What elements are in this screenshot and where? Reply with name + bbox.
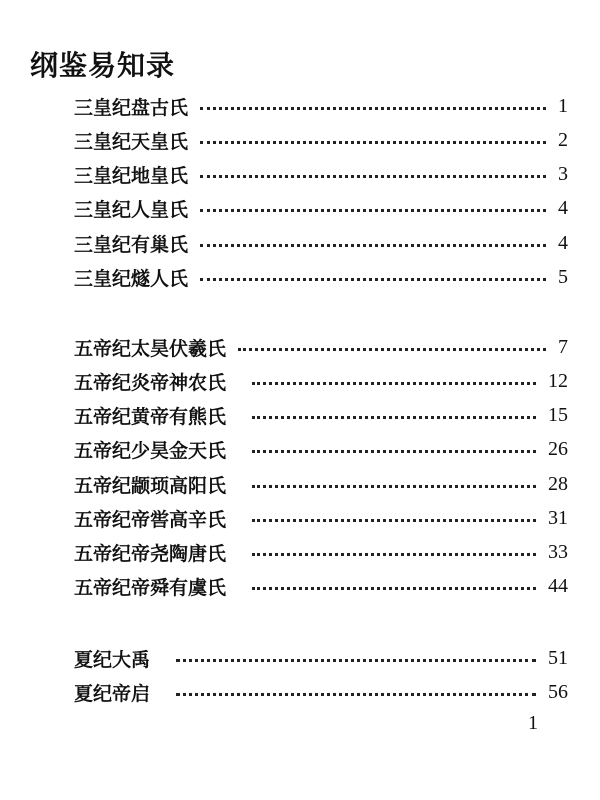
- entry-page-number: 15: [548, 403, 568, 426]
- dot-leader: [252, 382, 536, 385]
- dot-leader: [176, 659, 536, 662]
- toc-entry: [74, 157, 568, 191]
- toc-entry: [74, 226, 568, 260]
- dot-leader: [252, 450, 536, 453]
- toc-entry: [74, 675, 568, 709]
- toc-entry: [74, 89, 568, 123]
- entry-title: 五帝纪炎帝神农氏: [74, 371, 227, 394]
- entry-page-number: 7: [558, 335, 568, 358]
- dot-leader: [200, 141, 546, 144]
- dot-leader: [176, 693, 536, 696]
- dot-leader: [252, 485, 536, 488]
- entry-title: 五帝纪颛顼高阳氏: [74, 474, 227, 497]
- toc-entry: [74, 467, 568, 501]
- entry-page-number: 56: [548, 680, 568, 703]
- dot-leader: [252, 416, 536, 419]
- toc-entry: [74, 569, 568, 603]
- entry-title: 夏纪大禹: [74, 648, 151, 671]
- toc-entry: [74, 330, 568, 364]
- entry-page-number: 28: [548, 472, 568, 495]
- toc-entry: [74, 260, 568, 294]
- entry-title: 三皇纪燧人氏: [74, 267, 189, 290]
- toc-entry: [74, 641, 568, 675]
- entry-title: 五帝纪帝喾高辛氏: [74, 508, 227, 531]
- entry-page-number: 5: [558, 265, 568, 288]
- dot-leader: [200, 278, 546, 281]
- toc-entry: [74, 364, 568, 398]
- entry-title: 五帝纪太昊伏羲氏: [74, 337, 227, 360]
- entry-page-number: 4: [558, 231, 568, 254]
- entry-page-number: 1: [558, 94, 568, 117]
- book-title: 纲鉴易知录: [30, 49, 176, 82]
- dot-leader: [200, 244, 546, 247]
- entry-page-number: 51: [548, 646, 568, 669]
- toc-entry: [74, 535, 568, 569]
- dot-leader: [252, 553, 536, 556]
- dot-leader: [200, 175, 546, 178]
- entry-page-number: 31: [548, 506, 568, 529]
- dot-leader: [238, 348, 546, 351]
- entry-title: 夏纪帝启: [74, 682, 151, 705]
- dot-leader: [200, 209, 546, 212]
- entry-title: 三皇纪盘古氏: [74, 96, 189, 119]
- toc-entry: [74, 501, 568, 535]
- entry-title: 五帝纪少昊金天氏: [74, 439, 227, 462]
- entry-title: 三皇纪人皇氏: [74, 198, 189, 221]
- toc-entry: [74, 432, 568, 466]
- entry-page-number: 2: [558, 128, 568, 151]
- dot-leader: [252, 519, 536, 522]
- toc-entry: [74, 398, 568, 432]
- entry-page-number: 12: [548, 369, 568, 392]
- page-number: 1: [528, 712, 538, 734]
- entry-title: 五帝纪黄帝有熊氏: [74, 405, 227, 428]
- toc-entry: [74, 123, 568, 157]
- entry-page-number: 4: [558, 196, 568, 219]
- entry-page-number: 44: [548, 574, 568, 597]
- entry-title: 五帝纪帝舜有虞氏: [74, 576, 227, 599]
- entry-title: 三皇纪天皇氏: [74, 130, 189, 153]
- dot-leader: [200, 107, 546, 110]
- entry-title: 三皇纪有巢氏: [74, 233, 189, 256]
- dot-leader: [252, 587, 536, 590]
- entry-page-number: 26: [548, 437, 568, 460]
- entry-page-number: 3: [558, 162, 568, 185]
- entry-title: 三皇纪地皇氏: [74, 164, 189, 187]
- entry-title: 五帝纪帝尧陶唐氏: [74, 542, 227, 565]
- entry-page-number: 33: [548, 540, 568, 563]
- toc-entry: [74, 191, 568, 225]
